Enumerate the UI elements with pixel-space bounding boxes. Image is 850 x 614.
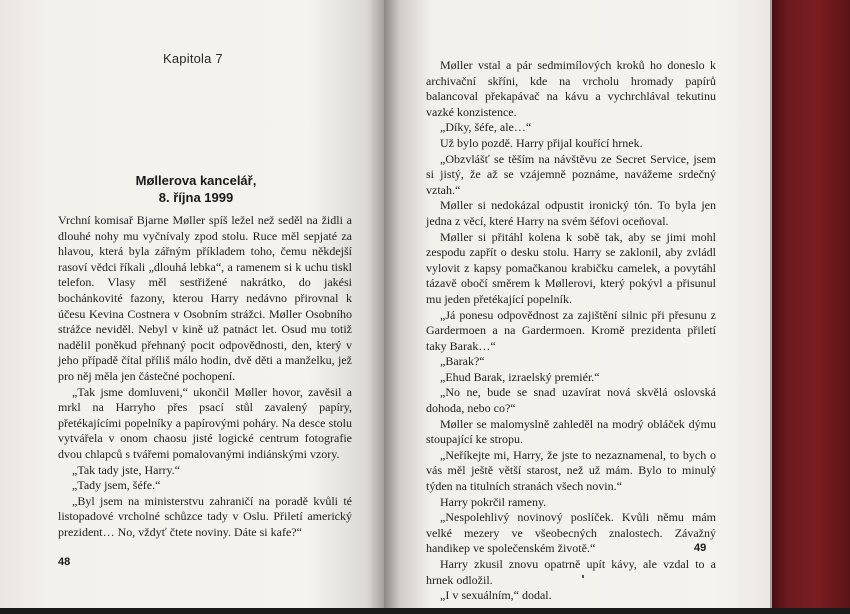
paragraph: „Tak tady jste, Harry.“	[72, 462, 180, 477]
chapter-label: Kapitola 7	[163, 51, 223, 66]
paragraph: Vrchní komisař Bjarne Møller spíš ležel než seděl na židli a dlouhé nohy mu vyčnívaly zpod stolu. Ruce měl sepjaté za hlavou, která byla zářným příkladem toho, čemu někdejší rasoví vědci říkali „dlouhá lebka“, a ramenem si k uchu tiskl telefon. Vlasy měl sestřižené nakrátko, do jakési bochánkovité fazony, kterou Harry nedávno přirovnal k účesu Kevina Costnera v Osobním strážci. Møller Osobního strážce neviděl. Nebyl v kině už patnáct let. Osud mu totiž nadělil poněkud přehnaný pocit odpovědnosti, den, který v jeho případě čítal příliš málo hodin, dvě děti a manželku, jež pro něj měla jen částečné pochopení.	[58, 213, 352, 383]
left-body-text	[58, 213, 352, 540]
section-heading-date: 8. října 1999	[158, 190, 234, 205]
paragraph: „Ehud Barak, izraelský premiér.“	[440, 369, 600, 384]
paragraph: „No ne, bude se snad uzavírat nová skvělá oslovská dohoda, nebo co?“	[426, 385, 716, 416]
page-number-left: 48	[58, 556, 71, 568]
paragraph: „Byl jsem na ministerstvu zahraničí na poradě kvůli té listopadové vrcholné schůzce tady v Oslu. Přiletí americký prezident… No, vždyť čtete noviny. Dáte si kafe?“	[58, 493, 352, 539]
paragraph: Møller se malomyslně zahleděl na modrý obláček dýmu stoupající ke stropu.	[426, 416, 716, 447]
paragraph: „Nespolehlivý novinový poslíček. Kvůli němu mám velké mezery ve všeobecných znalostech. Závažný handikep ve společenském životě.“	[426, 510, 716, 556]
page-number-right: 49	[694, 542, 707, 554]
section-heading	[0, 172, 386, 206]
section-heading-title: Møllerova kancelář,	[135, 173, 257, 188]
paragraph: Møller vstal a pár sedmimílových kroků ho doneslo k archivační skříni, kde na vrcholu hromady papírů balancoval překapávač na kávu a vychrchlával tekutinu vazké konzistence.	[426, 58, 716, 119]
paragraph: Už bylo pozdě. Harry přijal kouřící hrnek.	[440, 135, 643, 150]
paragraph: „Neříkejte mi, Harry, že jste to nezaznamenal, to bych o vás měl ještě větší starost, než už mám. Bylo to minulý týden na titulních stranách všech novin.“	[426, 447, 716, 494]
paragraph: „Obzvlášť se těším na návštěvu ze Secret Service, jsem si jistý, že až se vzájemně poznáme, navážeme srdečný vztah.“	[426, 151, 716, 197]
left-page	[0, 0, 386, 614]
paragraph: Møller si nedokázal odpustit ironický tón. To byla jen jedna z věcí, které Harry na svém šéfovi oceňoval.	[426, 198, 716, 228]
print-mark	[582, 575, 584, 578]
paragraph: „Tak jsme domluveni,“ ukončil Møller hovor, zavěsil a mrkl na Harryho přes psací stůl zavalený papíry, přetékajícími popelníky a papírovými poháry. Na desce stolu vytvářela v onom chaosu jisté logické centrum fotografie dvou chlapců s tvářemi pomalovanými indiánskými vzory.	[58, 384, 352, 461]
paragraph: Harry zkusil znovu opatrně upít kávy, ale vzdal to a hrnek odložil.	[426, 557, 716, 587]
paragraph: Møller si přitáhl kolena k sobě tak, aby se jimi mohl zespodu zapřít o desku stolu. Harry se zaklonil, aby zvládl vylovit z kapsy pomačkanou krabičku camelek, a povytáhl tázavě obočí směrem k Møllerovi, který pokývl a přisunul mu jeden přetékající popelník.	[426, 229, 716, 306]
book-cover-edge	[772, 0, 850, 614]
paragraph: „I v sexuálním,“ dodal.	[440, 588, 552, 603]
paragraph: „Tady jsem, šéfe.“	[72, 478, 161, 493]
paragraph: „Já ponesu odpovědnost za zajištění silnic při přesunu z Gardermoen a na Gardermoen. Kromě prezidenta přiletí taky Barak…“	[426, 307, 716, 353]
right-body-text	[426, 58, 716, 604]
paragraph: „Díky, šéfe, ale…“	[440, 120, 532, 135]
bottom-edge	[0, 608, 850, 614]
paragraph: Harry pokrčil rameny.	[440, 494, 547, 509]
paragraph: „Barak?“	[440, 354, 485, 369]
